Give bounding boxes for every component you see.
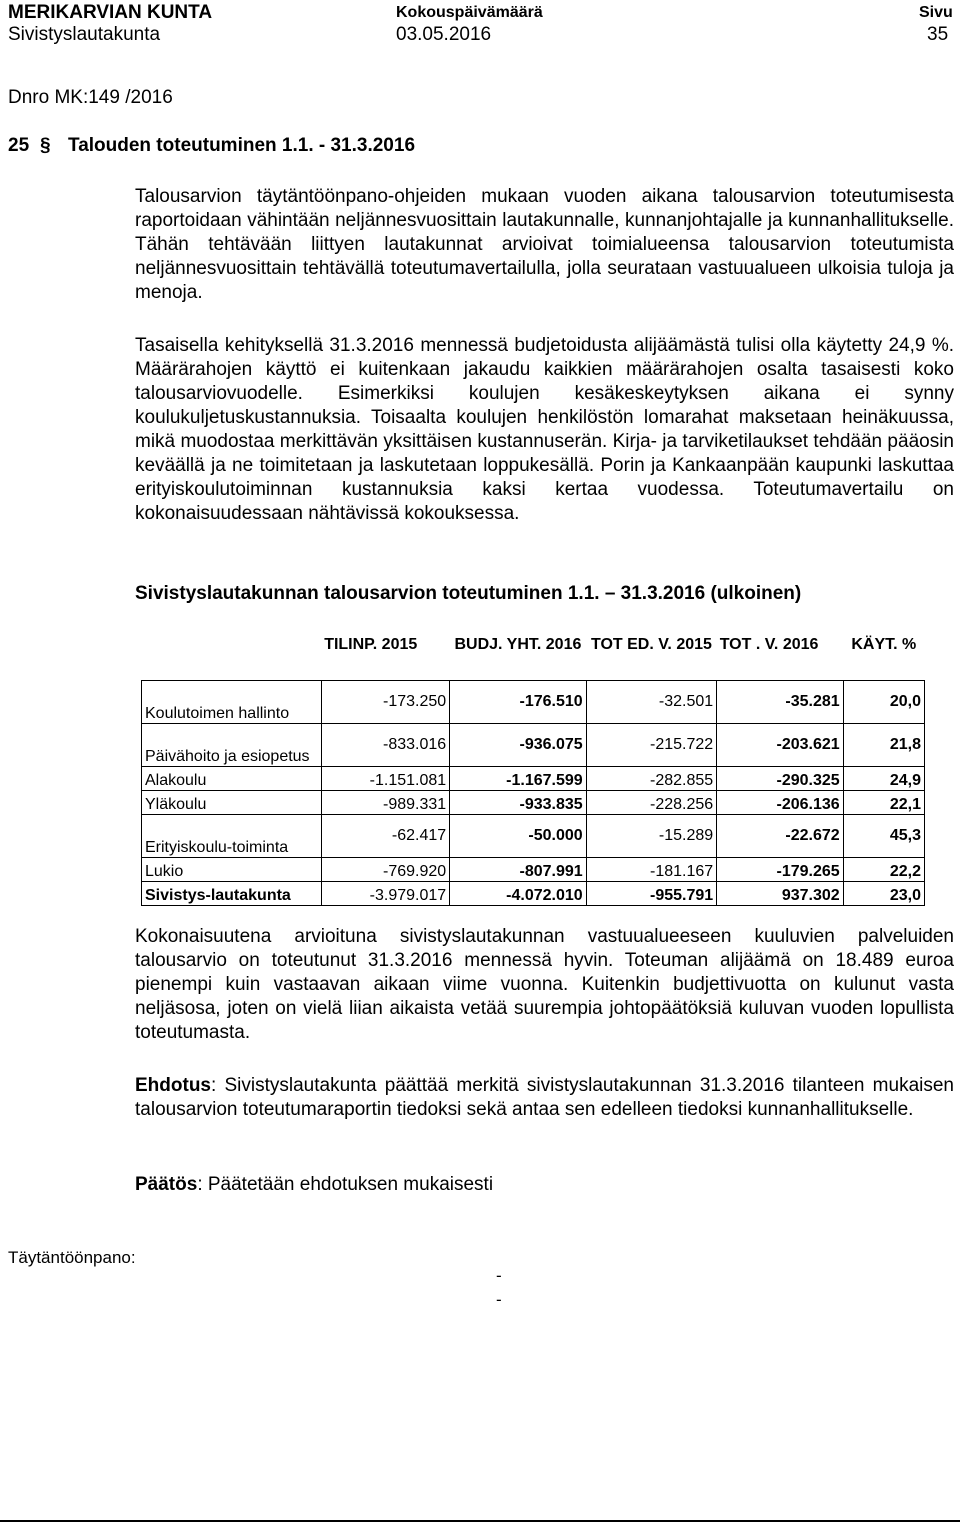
table-cell: -290.325 (717, 767, 843, 791)
table-row (142, 882, 925, 906)
footer-divider (0, 1520, 960, 1522)
meeting-date: 03.05.2016 (396, 24, 492, 45)
row-label: Erityiskoulu-toiminta (142, 815, 322, 858)
table-cell: -35.281 (717, 681, 843, 724)
decision-text: : Päätetään ehdotuksen mukaisesti (197, 1174, 494, 1195)
section-number: 25 (8, 135, 30, 156)
table-title: Sivistyslautakunnan talousarvion toteutuminen 1.1. – 31.3.2016 (ulkoinen) (135, 583, 802, 604)
table-cell: -1.167.599 (450, 767, 587, 791)
table-cell: -228.256 (586, 791, 717, 815)
analysis-paragraph: Tasaisella kehityksellä 31.3.2016 mennessä budjetoidusta alijäämästä tulisi olla käytetty 24,9 %. Määrärahojen käyttö ei kuitenkaan jakaudu kaikkien määrärahojen osalta tasaisesti koko talousarviovuodelle. Esimerkiksi koulujen kesäkeskeytyksen aikana ei synny koulukuljetuskustannuksia. Toisaalta koulujen henkilöstön lomarahat maksetaan heinäkuussa, mikä muodostaa merkittävän yksittäisen kustannuserän. Kirja- ja tarviketilaukset tehdään pääosin keväällä ja ne toimitetaan ja laskutetaan loppukesällä. Porin ja Kankaanpään kaupunki laskuttaa erityiskoulutoiminnan kustannuksia kaksi kertaa vuodessa. Toteutumavertailu on kokonaisuudessaan nähtävissä kokouksessa. (135, 335, 954, 524)
row-label: Yläkoulu (142, 791, 322, 815)
table-cell: -933.835 (450, 791, 587, 815)
table-row (142, 858, 925, 882)
board-name: Sivistyslautakunta (8, 24, 161, 45)
table-cell: -936.075 (450, 724, 587, 767)
row-label: Päivähoito ja esiopetus (142, 724, 322, 767)
section-title: Talouden toteutuminen 1.1. - 31.3.2016 (68, 135, 416, 156)
budget-table (141, 633, 925, 906)
table-cell: -1.151.081 (321, 767, 449, 791)
row-label: Sivistys-lautakunta (142, 882, 322, 906)
row-label: Lukio (142, 858, 322, 882)
table-cell: 24,9 (843, 767, 924, 791)
header-cell: TOT . V. 2016 (719, 636, 819, 653)
page-number: 35 (927, 24, 949, 45)
decision-paragraph (135, 1173, 954, 1197)
header-cell (142, 633, 322, 681)
table-cell: 22,1 (843, 791, 924, 815)
table-cell: -173.250 (321, 681, 449, 724)
table-cell: -32.501 (586, 681, 717, 724)
table-cell: 22,2 (843, 858, 924, 882)
table-row (142, 724, 925, 767)
header-cell: BUDJ. YHT. 2016 (454, 636, 582, 653)
table-row (142, 767, 925, 791)
header-cell: TILINP. 2015 (324, 636, 418, 653)
header-cell: KÄYT. % (851, 636, 917, 653)
table-cell: 23,0 (843, 882, 924, 906)
proposal-label: Ehdotus (135, 1075, 211, 1096)
summary-paragraph: Kokonaisuutena arvioituna sivistyslautakunnan vastuualueeseen kuuluvien palveluiden talousarvio on toteutunut 31.3.2016 mennessä hyvin. Toteuman alijäämä on 18.489 euroa pienempi kuin vastaavan aikaan viime vuonna. Kuitenkin budjettivuotta on kulunut vasta neljäsosa, joten on vielä liian aikaista vetää suurempia johtopäätöksiä kuluvan vuoden lopullista toteutumasta. (135, 926, 954, 1043)
table-cell: -807.991 (450, 858, 587, 882)
table-cell: -4.072.010 (450, 882, 587, 906)
implementation-item: - (496, 1290, 502, 1309)
page-label: Sivu (919, 4, 953, 21)
table-row (142, 681, 925, 724)
table-cell: -769.920 (321, 858, 449, 882)
table-cell: -50.000 (450, 815, 587, 858)
table-cell: -62.417 (321, 815, 449, 858)
implementation-label: Täytäntöönpano: (8, 1248, 136, 1267)
row-label: Koulutoimen hallinto (142, 681, 322, 724)
proposal-text: : Sivistyslautakunta päättää merkitä sivistyslautakunnan 31.3.2016 tilanteen mukaisen talousarvion toteutumaraportin tiedoksi sekä antaa sen edelleen tiedoksi kunnanhallitukselle. (135, 1075, 954, 1120)
section-heading (8, 135, 415, 157)
row-label: Alakoulu (142, 767, 322, 791)
table-cell: 21,8 (843, 724, 924, 767)
table-cell: -15.289 (586, 815, 717, 858)
table-cell: -181.167 (586, 858, 717, 882)
table-cell: -176.510 (450, 681, 587, 724)
implementation-item: - (496, 1266, 502, 1285)
organization-name: MERIKARVIAN KUNTA (8, 2, 213, 23)
table-cell: -955.791 (586, 882, 717, 906)
table-cell: -206.136 (717, 791, 843, 815)
table-cell: -833.016 (321, 724, 449, 767)
table-row (142, 791, 925, 815)
record-number: Dnro MK:149 /2016 (8, 87, 173, 108)
meeting-date-label: Kokouspäivämäärä (396, 4, 543, 21)
header-cell: TOT ED. V. 2015 (590, 636, 712, 653)
intro-paragraph: Talousarvion täytäntöönpano-ohjeiden mukaan vuoden aikana talousarvion toteutumisesta raportoidaan vähintään neljännesvuosittain lautakunnalle, kunnanjohtajalle ja kunnanhallitukselle. Tähän tehtävään liittyen lautakunnat arvioivat toimialueensa talousarvion toteutumista neljännesvuosittain tehtävällä toteutumavertailulla, jolla seurataan vastuualueen ulkoisia tuloja ja menoja. (135, 186, 954, 303)
table-cell: -22.672 (717, 815, 843, 858)
table-cell: 20,0 (843, 681, 924, 724)
table-header-row (142, 633, 925, 681)
table-row (142, 815, 925, 858)
table-cell: -179.265 (717, 858, 843, 882)
table-cell: 45,3 (843, 815, 924, 858)
table-cell: 937.302 (717, 882, 843, 906)
table-cell: -203.621 (717, 724, 843, 767)
table-cell: -989.331 (321, 791, 449, 815)
decision-label: Päätös (135, 1174, 198, 1195)
table-cell: -3.979.017 (321, 882, 449, 906)
section-symbol: § (40, 135, 51, 156)
table-cell: -215.722 (586, 724, 717, 767)
table-cell: -282.855 (586, 767, 717, 791)
proposal-paragraph (135, 1074, 954, 1122)
